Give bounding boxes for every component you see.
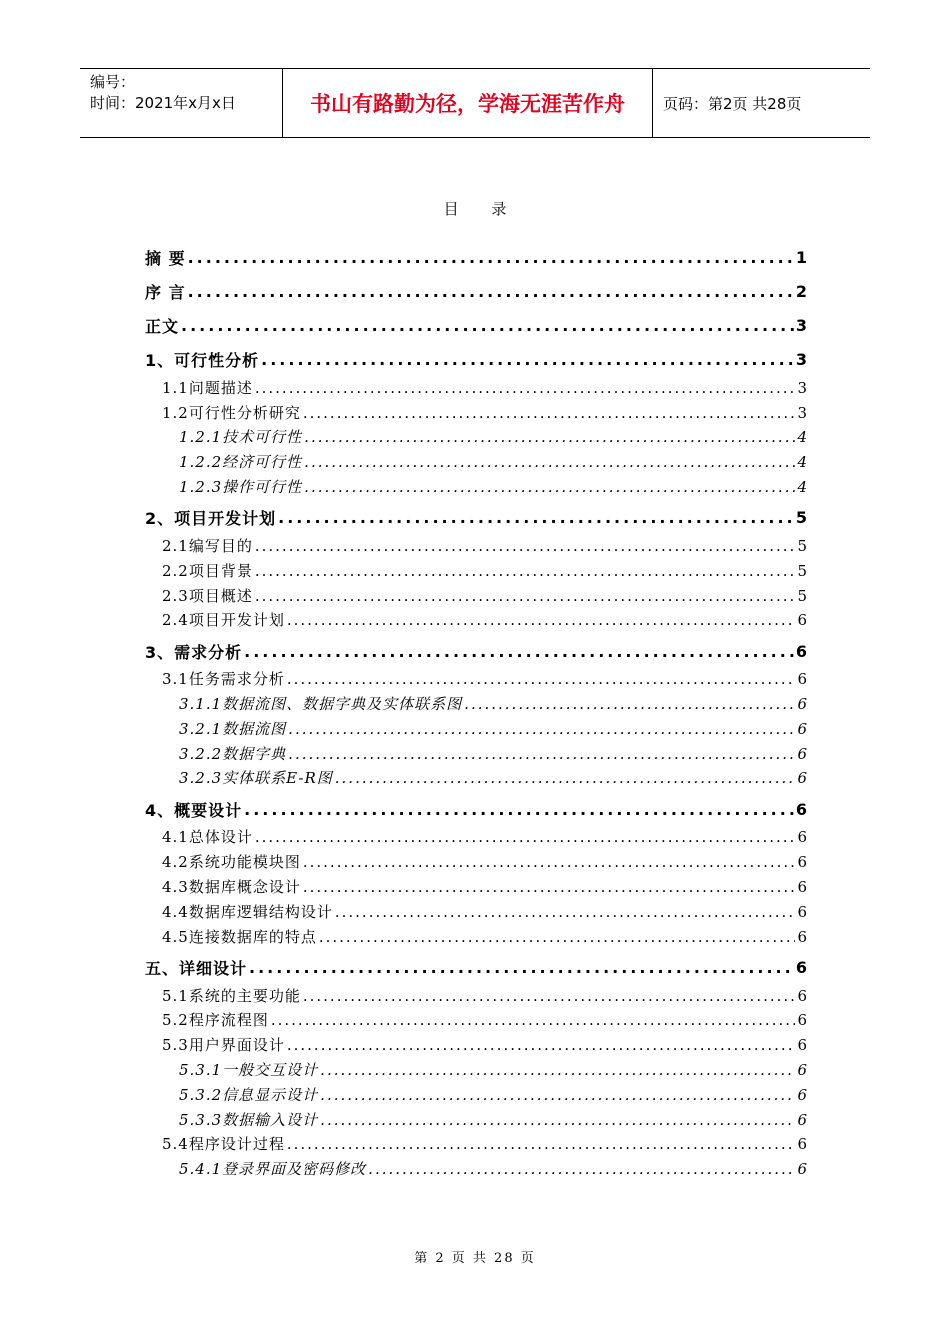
toc-entry-page: 6: [797, 1036, 807, 1055]
toc-entry-page: 4: [797, 428, 807, 447]
toc-leader-dots: [303, 404, 796, 422]
toc-entry[interactable]: [145, 826, 807, 851]
toc-leader-dots: [255, 828, 796, 846]
page-footer: 第 2 页 共 28 页: [414, 1251, 536, 1266]
toc-entry-label: 4.5连接数据库的特点: [162, 927, 317, 946]
toc-entry-label: 3.2.1数据流图: [179, 719, 287, 738]
toc-entry[interactable]: [145, 274, 807, 308]
toc-entry[interactable]: [145, 693, 807, 718]
toc-entry-label: 4、概要设计: [145, 800, 243, 820]
toc-leader-dots: [181, 316, 794, 335]
toc-entry-label: 5.4.1登录界面及密码修改: [179, 1160, 367, 1179]
toc-entry-page: 2: [795, 281, 807, 301]
toc-leader-dots: [304, 478, 795, 496]
toc-title: 目 录: [443, 200, 521, 218]
toc-entry[interactable]: [145, 585, 807, 610]
toc-leader-dots: [255, 587, 796, 605]
toc-entry[interactable]: [145, 476, 807, 501]
toc-entry-page: 6: [797, 1061, 807, 1080]
toc-entry-page: 6: [797, 744, 807, 763]
toc-entry[interactable]: [145, 240, 807, 274]
toc-entry-page: 5: [797, 561, 807, 580]
toc-entry-page: 6: [797, 769, 807, 788]
toc-leader-dots: [287, 611, 796, 629]
table-of-contents: [145, 240, 807, 1183]
toc-entry-label: 2.3项目概述: [162, 586, 253, 605]
toc-entry[interactable]: [145, 609, 807, 634]
toc-leader-dots: [304, 453, 795, 471]
toc-entry[interactable]: [145, 1133, 807, 1158]
toc-entry[interactable]: [145, 851, 807, 876]
toc-entry-label: 2.1编写目的: [162, 536, 253, 555]
toc-entry-page: 6: [797, 828, 807, 847]
toc-entry[interactable]: [145, 1059, 807, 1084]
toc-entry-label: 4.2系统功能模块图: [162, 853, 301, 872]
toc-entry-label: 2.4项目开发计划: [162, 611, 285, 630]
toc-entry-label: 1.2.1技术可行性: [179, 428, 303, 447]
toc-entry-label: 1.2可行性分析研究: [162, 403, 301, 422]
toc-entry-label: 1.1问题描述: [162, 378, 253, 397]
toc-entry-page: 6: [797, 695, 807, 714]
toc-entry-page: 6: [795, 641, 807, 661]
toc-leader-dots: [261, 350, 794, 369]
toc-entry-page: 6: [797, 1110, 807, 1129]
toc-entry-label: 3.1任务需求分析: [162, 670, 285, 689]
toc-leader-dots: [288, 720, 795, 738]
toc-entry-label: 4.3数据库概念设计: [162, 878, 301, 897]
toc-leader-dots: [304, 428, 795, 446]
toc-entry-page: 6: [797, 853, 807, 872]
toc-leader-dots: [335, 903, 796, 921]
toc-leader-dots: [287, 1135, 796, 1153]
toc-entry[interactable]: [145, 1158, 807, 1183]
toc-entry[interactable]: [145, 926, 807, 951]
toc-entry[interactable]: [145, 767, 807, 792]
toc-entry-page: 6: [797, 719, 807, 738]
toc-entry[interactable]: [145, 743, 807, 768]
toc-entry-label: 5.1系统的主要功能: [162, 986, 301, 1005]
toc-entry-label: 2.2项目背景: [162, 561, 253, 580]
toc-leader-dots: [271, 1011, 796, 1029]
toc-entry[interactable]: [145, 1084, 807, 1109]
toc-entry[interactable]: [145, 426, 807, 451]
toc-entry-label: 1.2.2经济可行性: [179, 453, 303, 472]
toc-leader-dots: [368, 1160, 795, 1178]
toc-entry-page: 6: [797, 878, 807, 897]
toc-entry[interactable]: [145, 308, 807, 342]
toc-entry[interactable]: [145, 535, 807, 560]
toc-leader-dots: [464, 695, 795, 713]
toc-leader-dots: [288, 745, 795, 763]
toc-entry-label: 5.2程序流程图: [162, 1011, 269, 1030]
toc-entry[interactable]: [145, 1034, 807, 1059]
toc-entry-label: 5.3.2信息显示设计: [179, 1085, 319, 1104]
toc-entry[interactable]: [145, 718, 807, 743]
toc-entry-page: 6: [797, 1085, 807, 1104]
toc-entry-page: 5: [797, 586, 807, 605]
toc-entry[interactable]: [145, 402, 807, 427]
toc-entry-page: 4: [797, 453, 807, 472]
toc-entry-page: 3: [797, 378, 807, 397]
toc-entry-page: 3: [795, 350, 807, 370]
toc-entry[interactable]: [145, 634, 807, 668]
toc-leader-dots: [188, 282, 794, 301]
toc-entry[interactable]: [145, 560, 807, 585]
toc-entry-page: 6: [795, 799, 807, 819]
toc-entry[interactable]: [145, 343, 807, 377]
toc-leader-dots: [278, 508, 794, 527]
toc-leader-dots: [287, 1036, 796, 1054]
toc-entry[interactable]: [145, 1109, 807, 1134]
toc-entry-label: 3.1.1数据流图、数据字典及实体联系图: [179, 695, 463, 714]
toc-entry-page: 5: [795, 508, 807, 528]
toc-entry-page: 3: [797, 403, 807, 422]
toc-entry-page: 6: [797, 986, 807, 1005]
toc-leader-dots: [320, 1111, 795, 1129]
toc-leader-dots: [188, 248, 794, 267]
toc-entry-label: 序 言: [145, 282, 186, 302]
toc-entry-page: 6: [797, 1160, 807, 1179]
toc-leader-dots: [244, 642, 794, 661]
document-number-label: 编号：: [90, 73, 136, 91]
toc-leader-dots: [335, 769, 796, 787]
toc-entry-label: 1、可行性分析: [145, 351, 260, 371]
header-motto: 书山有路勤为径，学海无涯苦作舟: [283, 69, 653, 137]
toc-leader-dots: [249, 958, 794, 977]
toc-entry-page: 6: [797, 1011, 807, 1030]
toc-entry[interactable]: [145, 451, 807, 476]
toc-entry[interactable]: [145, 985, 807, 1010]
toc-entry-page: 6: [797, 670, 807, 689]
toc-entry-label: 3、需求分析: [145, 642, 243, 662]
toc-entry-label: 5.3用户界面设计: [162, 1036, 285, 1055]
toc-entry[interactable]: [145, 792, 807, 826]
toc-entry-page: 6: [797, 611, 807, 630]
toc-entry-page: 1: [795, 247, 807, 267]
toc-entry[interactable]: [145, 1009, 807, 1034]
toc-entry-label: 4.4数据库逻辑结构设计: [162, 902, 333, 921]
toc-leader-dots: [255, 379, 796, 397]
toc-leader-dots: [255, 537, 796, 555]
document-time: 时间：2021年x月x日: [90, 94, 236, 112]
toc-leader-dots: [319, 928, 796, 946]
toc-entry[interactable]: [145, 901, 807, 926]
toc-entry-page: 6: [797, 902, 807, 921]
toc-entry-label: 正文: [145, 316, 180, 336]
toc-entry-label: 摘 要: [145, 248, 186, 268]
page-header: [80, 68, 870, 138]
toc-leader-dots: [287, 670, 796, 688]
toc-leader-dots: [303, 987, 796, 1005]
toc-entry-page: 6: [795, 958, 807, 978]
header-page-info: 页码：第2页 共28页: [663, 94, 802, 113]
toc-entry-label: 5.3.3数据输入设计: [179, 1110, 319, 1129]
toc-entry-label: 3.2.3实体联系E-R图: [179, 769, 333, 788]
toc-entry[interactable]: [145, 501, 807, 535]
toc-leader-dots: [244, 800, 794, 819]
toc-entry-page: 6: [797, 927, 807, 946]
toc-leader-dots: [320, 1086, 795, 1104]
toc-leader-dots: [303, 878, 796, 896]
toc-entry-label: 五、详细设计: [145, 959, 248, 979]
toc-entry-label: 5.4程序设计过程: [162, 1135, 285, 1154]
toc-entry-page: 3: [795, 315, 807, 335]
toc-entry-label: 3.2.2数据字典: [179, 744, 287, 763]
toc-leader-dots: [303, 853, 796, 871]
toc-entry-page: 4: [797, 477, 807, 496]
toc-entry[interactable]: [145, 876, 807, 901]
toc-entry-label: 1.2.3操作可行性: [179, 477, 303, 496]
toc-entry-page: 6: [797, 1135, 807, 1154]
toc-entry-page: 5: [797, 536, 807, 555]
toc-entry[interactable]: [145, 377, 807, 402]
toc-leader-dots: [320, 1061, 795, 1079]
toc-entry[interactable]: [145, 668, 807, 693]
header-meta: [80, 69, 283, 137]
toc-entry-label: 4.1总体设计: [162, 828, 253, 847]
toc-leader-dots: [255, 562, 796, 580]
toc-entry-label: 2、项目开发计划: [145, 509, 277, 529]
toc-entry-label: 5.3.1一般交互设计: [179, 1061, 319, 1080]
toc-entry[interactable]: [145, 950, 807, 984]
